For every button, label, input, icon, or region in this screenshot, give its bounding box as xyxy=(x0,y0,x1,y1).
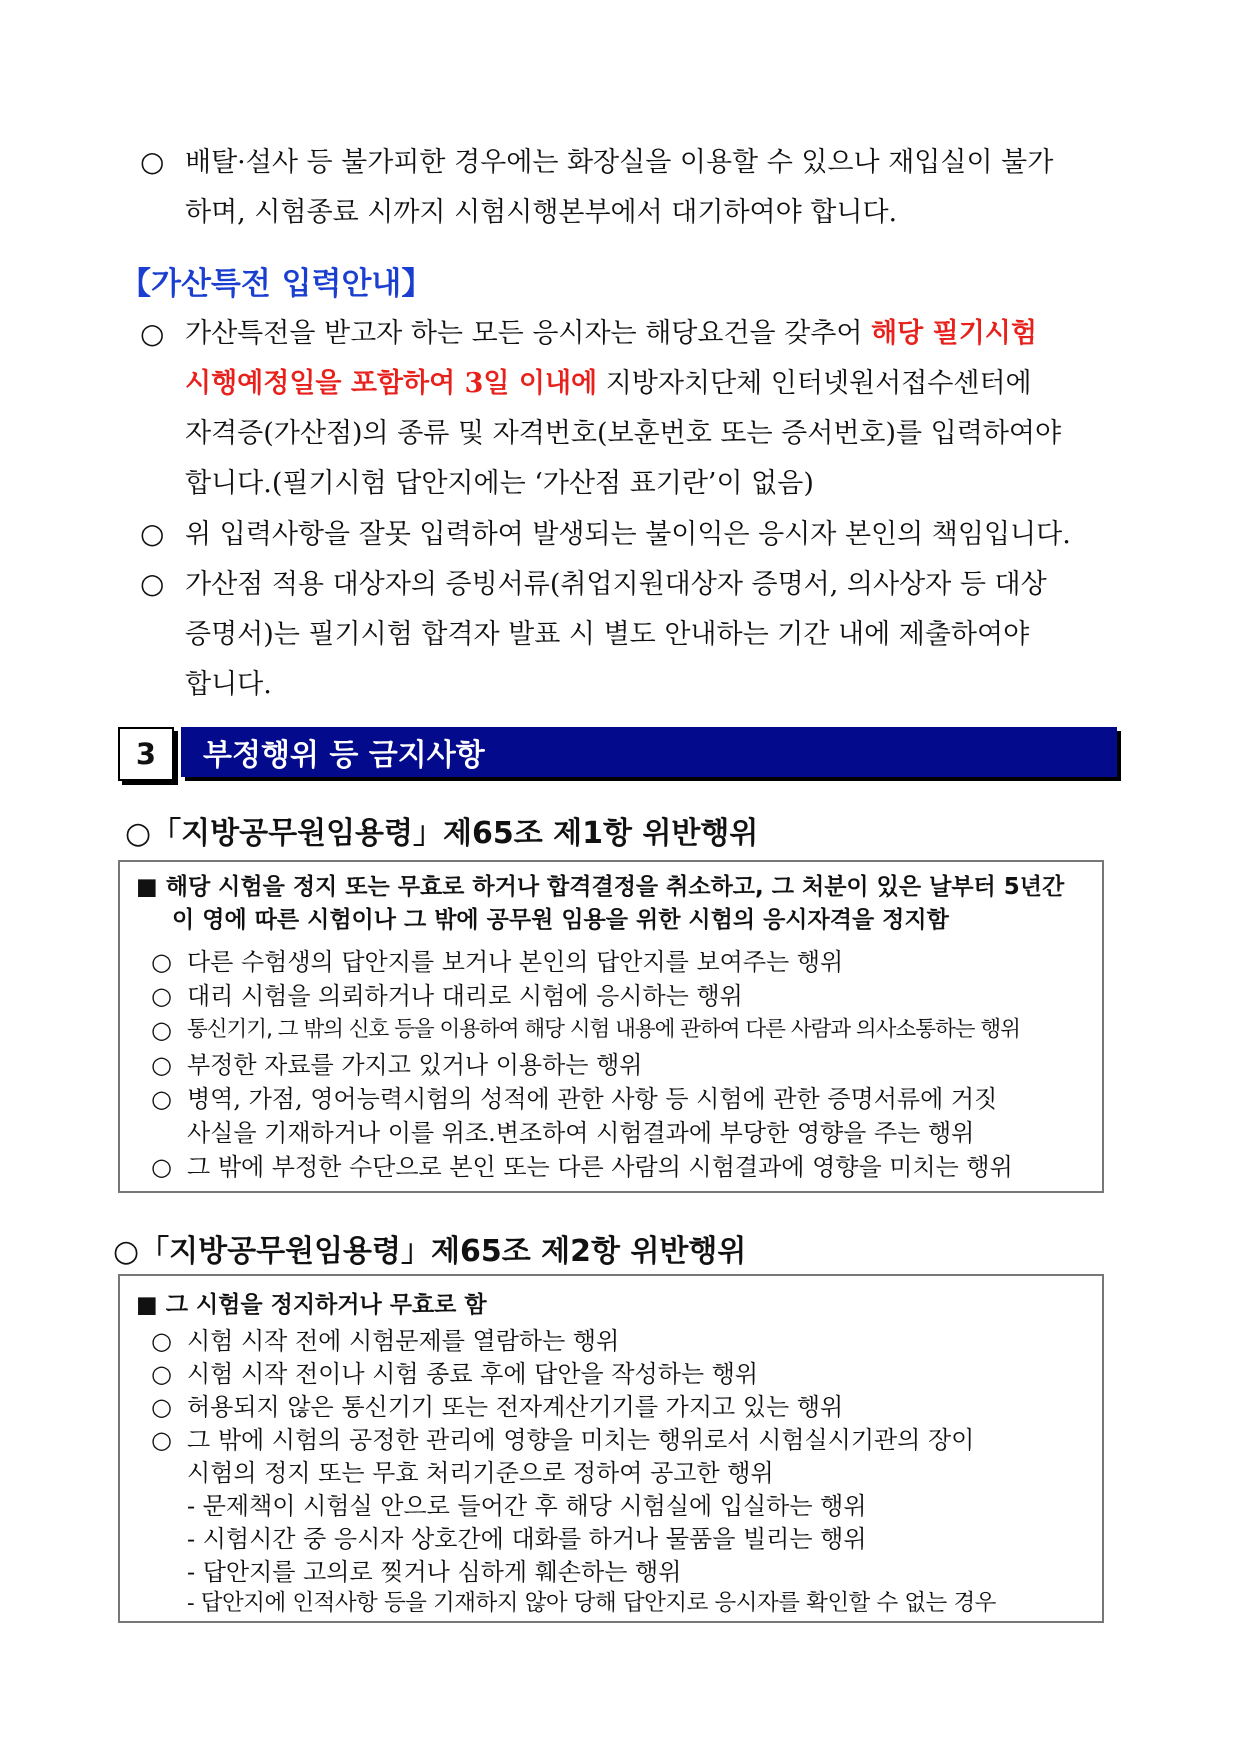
bullet-circle-icon: ○ xyxy=(151,1085,172,1113)
bullet-circle-icon: ○ xyxy=(151,1051,172,1079)
intro-line-1: 배탈·설사 등 불가피한 경우에는 화장실을 이용할 수 있으나 재입실이 불가 xyxy=(185,147,1054,178)
intro-line-2: 하며, 시험종료 시까지 시험시행본부에서 대기하여야 합니다. xyxy=(185,197,898,228)
section-number: 3 xyxy=(118,727,174,781)
bonus-p3-line-1: 가산점 적용 대상자의 증빙서류(취업지원대상자 증명서, 의사상자 등 대상 xyxy=(185,569,1047,600)
bullet-circle-icon: ○ xyxy=(140,567,165,600)
rule2-box-head: ■ 그 시험을 정지하거나 무효로 함 xyxy=(136,1292,487,1318)
rule1-item: 다른 수험생의 답안지를 보거나 본인의 답안지를 보여주는 행위 xyxy=(187,948,844,976)
rule1-item: 그 밖에 부정한 수단으로 본인 또는 다른 사람의 시험결과에 영향을 미치는 행위 xyxy=(187,1153,1013,1181)
rule2-dash-item: - 문제책이 시험실 안으로 들어간 후 해당 시험실에 입실하는 행위 xyxy=(187,1492,867,1520)
rule1-item: 통신기기, 그 밖의 신호 등을 이용하여 해당 시험 내용에 관하여 다른 사람과 의사소통하는 행위 xyxy=(187,1017,1020,1042)
bonus-p1-line-4: 합니다.(필기시험 답안지에는 ‘가산점 표기란’이 없음) xyxy=(185,468,814,499)
bullet-circle-icon: ○ xyxy=(151,1426,172,1454)
rule2-dash-item: - 시험시간 중 응시자 상호간에 대화를 하거나 물품을 빌리는 행위 xyxy=(187,1525,867,1553)
bonus-p2: 위 입력사항을 잘못 입력하여 발생되는 불이익은 응시자 본인의 책임입니다. xyxy=(185,519,1071,550)
rule1-box-head-2: 이 영에 따른 시험이나 그 밖에 공무원 임용을 위한 시험의 응시자격을 정지함 xyxy=(172,907,949,933)
rule2-item: 그 밖에 시험의 공정한 관리에 영향을 미치는 행위로서 시험실시기관의 장이 xyxy=(187,1426,975,1454)
bonus-p1-line-2 xyxy=(185,370,1032,397)
bullet-circle-icon: ○ xyxy=(151,948,172,976)
rule2-item: 허용되지 않은 통신기기 또는 전자계산기기를 가지고 있는 행위 xyxy=(187,1393,844,1421)
rule2-dash-item: - 답안지에 인적사항 등을 기재하지 않아 당해 답안지로 응시자를 확인할 수 없는 경우 xyxy=(187,1590,996,1616)
bullet-circle-icon: ○ xyxy=(151,1393,172,1421)
bullet-circle-icon: ○ xyxy=(151,1360,172,1388)
bonus-p3-line-2: 증명서)는 필기시험 합격자 발표 시 별도 안내하는 기간 내에 제출하여야 xyxy=(185,619,1030,650)
bonus-p1-highlight-1: 해당 필기시험 xyxy=(871,318,1037,349)
bonus-p1-text-2: 지방자치단체 인터넷원서접수센터에 xyxy=(597,368,1032,399)
rule2-item: 시험 시작 전에 시험문제를 열람하는 행위 xyxy=(187,1327,620,1355)
rule1-title: ○「지방공무원임용령」제65조 제1항 위반행위 xyxy=(125,816,759,851)
bullet-circle-icon: ○ xyxy=(151,1016,172,1044)
bullet-circle-icon: ○ xyxy=(151,1327,172,1355)
bonus-heading: 【가산특전 입력안내】 xyxy=(120,266,433,302)
bonus-p1-line-1 xyxy=(185,320,1037,347)
bullet-circle-icon: ○ xyxy=(140,517,165,550)
rule1-item: 부정한 자료를 가지고 있거나 이용하는 행위 xyxy=(187,1051,643,1079)
rule2-item: 시험 시작 전이나 시험 종료 후에 답안을 작성하는 행위 xyxy=(187,1360,759,1388)
bonus-p3-line-3: 합니다. xyxy=(185,669,272,700)
rule2-item-continued: 시험의 정지 또는 무효 처리기준으로 정하여 공고한 행위 xyxy=(187,1459,774,1487)
bonus-p1-line-3: 자격증(가산점)의 종류 및 자격번호(보훈번호 또는 증서번호)를 입력하여야 xyxy=(185,418,1062,449)
bullet-circle-icon: ○ xyxy=(151,982,172,1010)
bullet-circle-icon: ○ xyxy=(151,1153,172,1181)
rule1-item: 대리 시험을 의뢰하거나 대리로 시험에 응시하는 행위 xyxy=(187,982,743,1010)
rule1-box-head-1: ■ 해당 시험을 정지 또는 무효로 하거나 합격결정을 취소하고, 그 처분이 있은 날부터 5년간 xyxy=(136,874,1065,900)
rule2-title: ○「지방공무원임용령」제65조 제2항 위반행위 xyxy=(113,1234,747,1269)
bullet-circle-icon: ○ xyxy=(140,317,165,350)
rule2-box xyxy=(118,1274,1104,1623)
rule1-item-continued: 사실을 기재하거나 이를 위조.변조하여 시험결과에 부당한 영향을 주는 행위 xyxy=(187,1119,975,1147)
rule2-dash-item: - 답안지를 고의로 찢거나 심하게 훼손하는 행위 xyxy=(187,1558,682,1586)
rule1-item: 병역, 가점, 영어능력시험의 성적에 관한 사항 등 시험에 관한 증명서류에 거짓 xyxy=(187,1085,998,1113)
section-title: 부정행위 등 금지사항 xyxy=(181,727,1117,777)
bullet-circle-icon: ○ xyxy=(140,145,165,178)
bonus-p1-highlight-2: 시행예정일을 포함하여 3일 이내에 xyxy=(185,368,598,399)
bonus-p1-text: 가산특전을 받고자 하는 모든 응시자는 해당요건을 갖추어 xyxy=(185,318,872,349)
rule1-box xyxy=(118,860,1104,1193)
